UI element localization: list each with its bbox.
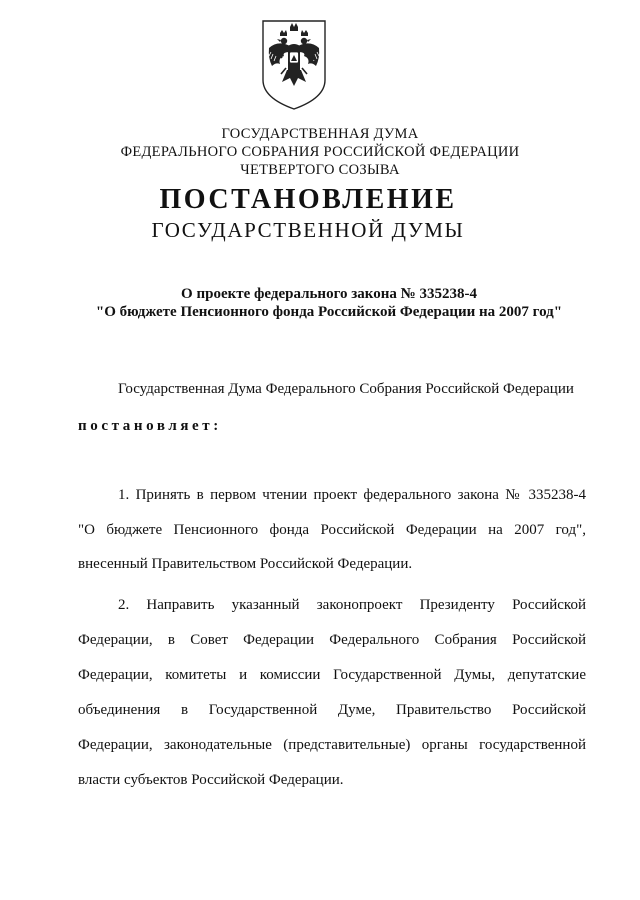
item-2-line-2: Федерации, в Совет Федерации Федерального Собрания Российской [78, 632, 586, 648]
item-2-line-4: объединения в Государственной Думе, Правительство Российской [78, 702, 586, 718]
preamble-text: Государственная Дума Федерального Собрания Российской Федерации [118, 381, 574, 397]
item-1-line-1: 1. Принять в первом чтении проект федерального закона № 335238-4 [118, 487, 586, 503]
state-emblem-icon [260, 18, 328, 112]
convocation-label: ЧЕТВЕРТОГО СОЗЫВА [240, 162, 400, 178]
item-2-line-3: Федерации, комитеты и комиссии Государственной Думы, депутатские [78, 667, 586, 683]
document-issuer-subtitle: ГОСУДАРСТВЕННОЙ ДУМЫ [151, 218, 465, 242]
subject-line-2: "О бюджете Пенсионного фонда Российской Федерации на 2007 год" [95, 304, 563, 320]
item-1-line-2: "О бюджете Пенсионного фонда Российской Федерации на 2007 год", [78, 522, 586, 538]
item-2-line-5: Федерации, законодательные (представительные) органы государственной [78, 737, 586, 753]
org-name-line-2: ФЕДЕРАЛЬНОГО СОБРАНИЯ РОССИЙСКОЙ ФЕДЕРАЦИИ [120, 144, 520, 160]
subject-line-1: О проекте федерального закона № 335238-4 [181, 286, 477, 302]
item-1-line-3: внесенный Правительством Российской Федерации. [78, 556, 413, 572]
item-2-line-6: власти субъектов Российской Федерации. [78, 772, 344, 788]
document-type-title: ПОСТАНОВЛЕНИЕ [159, 184, 457, 215]
item-2-line-1: 2. Направить указанный законопроект Президенту Российской [118, 597, 586, 613]
org-name-line-1: ГОСУДАРСТВЕННАЯ ДУМА [221, 126, 419, 142]
resolves-keyword: постановляет: [78, 418, 222, 434]
